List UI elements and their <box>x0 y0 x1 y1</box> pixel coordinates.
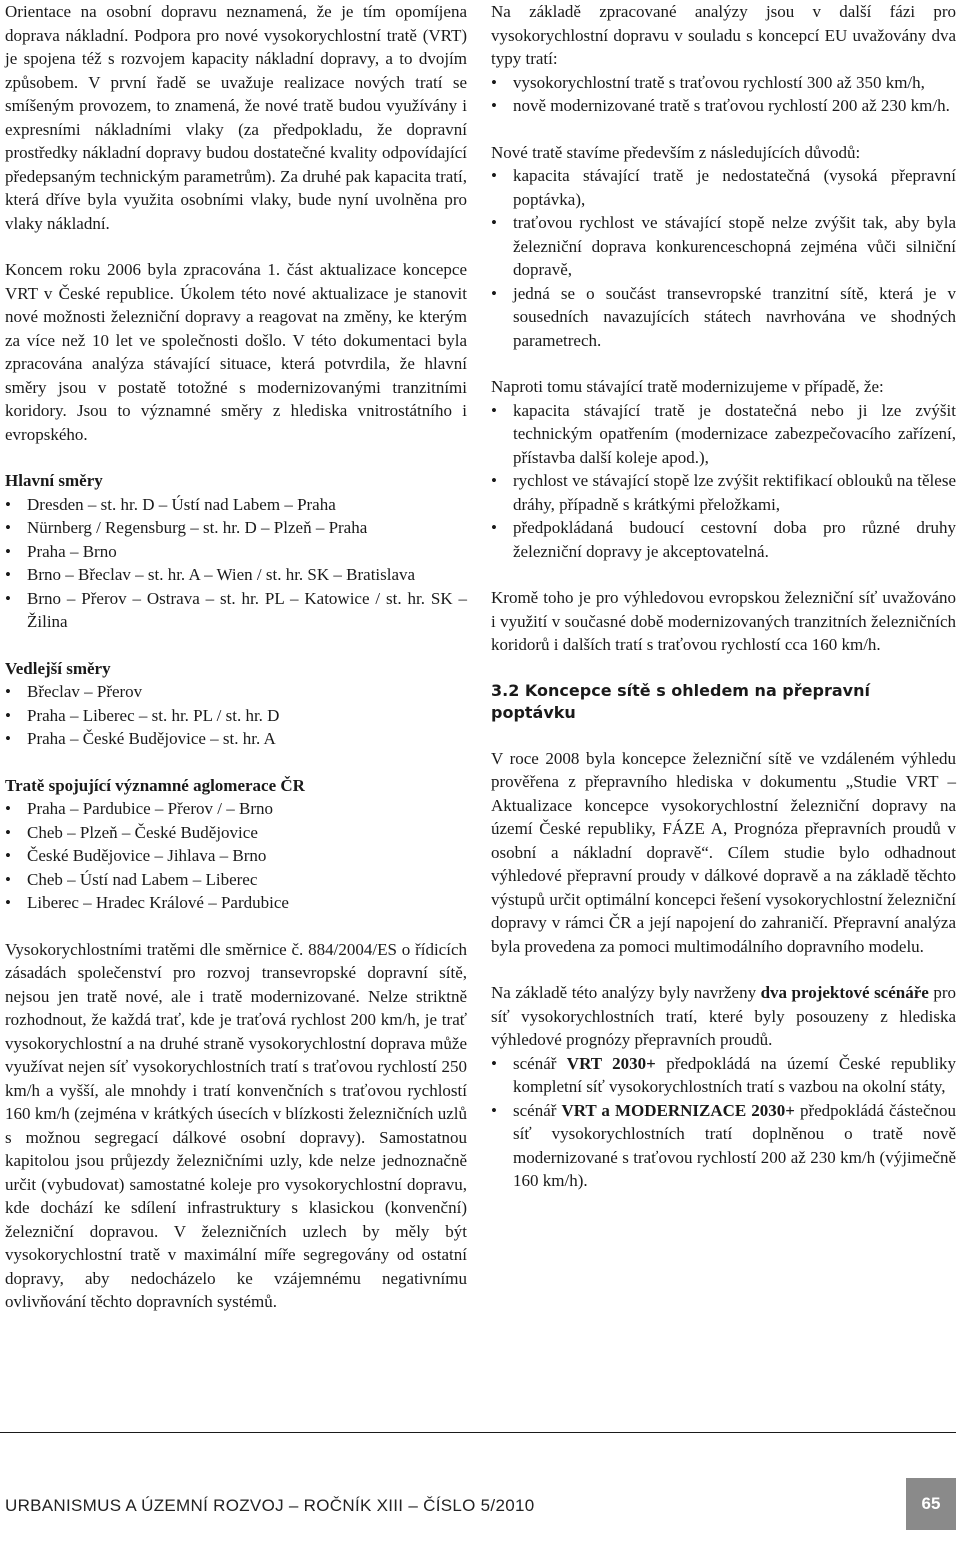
list-item: • České Budějovice – Jihlava – Brno <box>5 844 467 868</box>
nove-trate-list <box>491 164 956 352</box>
list-item: • Praha – Liberec – st. hr. PL / st. hr. D <box>5 704 467 728</box>
list-item: • kapacita stávající tratě je nedostatečná (vysoká přepravní poptávka), <box>491 164 956 211</box>
list-item: • scénář VRT 2030+ předpokládá na území České republiky kompletní síť vysokorychlostních tratí s vazbou na okolní státy, <box>491 1052 956 1099</box>
footer-divider <box>0 1432 956 1433</box>
list-item: • Brno – Přerov – Ostrava – st. hr. PL – Katowice / st. hr. SK – Žilina <box>5 587 467 634</box>
list-item: • Praha – Pardubice – Přerov / – Brno <box>5 797 467 821</box>
analyza-intro: Na základě zpracované analýzy jsou v další fázi pro vysokorychlostní dopravu v souladu s koncepcí EU uvažovány dva typy tratí: <box>491 2 956 68</box>
list-item: • scénář VRT a MODERNIZACE 2030+ předpokládá částečnou síť vysokorychlostních tratí doplněnou o tratě nově modernizované s traťovou rychlostí 200 až 230 km/h (výjimečně 160 km/h). <box>491 1099 956 1193</box>
list-item: • Nürnberg / Regensburg – st. hr. D – Plzeň – Praha <box>5 516 467 540</box>
koncem-paragraph: Koncem roku 2006 byla zpracována 1. část aktualizace koncepce VRT v České republice. Úkolem této nové aktualizace je stanovit nové možnosti železniční dopravy a reagovat na změny, ke kterým za více než 10 let ve společnosti došlo. V této dokumentaci byla zpracována analýza stávající situace, která potvrdila, že hlavní směry jsou v postatě totožné s modernizovanými tranzitními koridory. Jsou to významné směry z hlediska vnitrostátního i evropského. <box>5 260 467 444</box>
list-item: • vysokorychlostní tratě s traťovou rychlostí 300 až 350 km/h, <box>491 71 956 95</box>
section-heading: 3.2 Koncepce sítě s ohledem na přepravní poptávku <box>491 680 870 722</box>
list-item: • Praha – České Budějovice – st. hr. A <box>5 727 467 751</box>
roce-paragraph: V roce 2008 byla koncepce železniční sítě ve vzdáleném výhledu prověřena z přepravního hlediska v dokumentu „Studie VRT – Aktualizace koncepce vysokorychlostní železniční dopravy na území České republiky, FÁZE A, Prognóza přepravních proudů v osobní a nákladní dopravě“. Cílem studie bylo odhadnout výhledové přepravní proudy v dálkové dopravě a na základě těchto výstupů určit optimální koncepci řešení vysokorychlostní železniční dopravy v rámci ČR a její napojení do zahraničí. Přepravní analýza byla provedena za pomoci multimodálního dopravního modelu. <box>491 748 956 956</box>
publication-footer: URBANISMUS A ÚZEMNÍ ROZVOJ – ROČNÍK XIII – ČÍSLO 5/2010 <box>5 1496 535 1515</box>
left-column <box>5 0 467 1314</box>
list-item: • Dresden – st. hr. D – Ústí nad Labem – Praha <box>5 493 467 517</box>
scenario-name: VRT a MODERNIZACE 2030+ <box>561 1100 795 1120</box>
scenare-emphasis: dva projektové scénáře <box>760 983 929 1002</box>
zaklade-paragraph: Na základě této analýzy byly navrženy dva projektové scénáře pro síť vysokorychlostních tratí, které byly posouzeny z hlediska výhledové prognózy přepravních proudů. <box>491 983 956 1049</box>
scenare-list <box>491 1052 956 1193</box>
scenario-name: VRT 2030+ <box>566 1053 656 1073</box>
naproti-intro: Naproti tomu stávající tratě modernizujeme v případě, že: <box>491 377 884 396</box>
nove-trate-intro: Nové tratě stavíme především z následujících důvodů: <box>491 142 861 162</box>
vedlejsi-smery-list <box>5 680 467 751</box>
naproti-list <box>491 399 956 564</box>
list-item: • Cheb – Ústí nad Labem – Liberec <box>5 868 467 892</box>
list-item: • Liberec – Hradec Králové – Pardubice <box>5 891 467 915</box>
list-item: • Cheb – Plzeň – České Budějovice <box>5 821 467 845</box>
list-item: • Brno – Břeclav – st. hr. A – Wien / st. hr. SK – Bratislava <box>5 563 467 587</box>
list-item: • traťovou rychlost ve stávající stopě nelze zvýšit tak, aby byla železniční doprava konkurenceschopná zejména vůči silniční dopravě, <box>491 211 956 282</box>
hlavni-smery-heading: Hlavní směry <box>5 471 103 490</box>
list-item: • nově modernizované tratě s traťovou rychlostí 200 až 230 km/h. <box>491 94 956 118</box>
list-item: • rychlost ve stávající stopě lze zvýšit rektifikací oblouků na tělese dráhy, případně s krátkými přeložkami, <box>491 469 956 516</box>
analyza-list <box>491 71 956 118</box>
vedlejsi-smery-heading: Vedlejší směry <box>5 658 111 678</box>
list-item: • kapacita stávající tratě je dostatečná nebo ji lze zvýšit technickým opatřením (modernizace zabezpečovacího zařízení, přístavba další koleje apod.), <box>491 399 956 470</box>
hlavni-smery-list <box>5 493 467 634</box>
right-column <box>491 0 956 1193</box>
list-item: • předpokládaná budoucí cestovní doba pro různé druhy železniční dopravy je akceptovatelná. <box>491 516 956 563</box>
intro-paragraph: Orientace na osobní dopravu neznamená, že je tím opomíjena doprava nákladní. Podpora pro nové vysokorychlostní tratě (VRT) je spojena též s rozvojem kapacity nákladní dopravy, a to dvojím způsobem. V první řadě se uvažuje realizace nových tratí se smíšeným provozem, to znamená, že nové tratě budou využívány i expresními nákladními vlaky (za předpokladu, že dopravní prostředky nákladní dopravy budou dostatečné kvality odpovídající předepsaným technickým parametrům). Za druhé pak kapacita tratí, která dříve byla využita osobními vlaky, bude nyní uvolněna pro vlaky nákladní. <box>5 2 467 233</box>
krome-paragraph: Kromě toho je pro výhledovou evropskou železniční síť uvažováno i využití v současné době modernizovaných tranzitních železničních koridorů i dalších tratí s traťovou rychlostí cca 160 km/h. <box>491 588 956 654</box>
list-item: • Praha – Brno <box>5 540 467 564</box>
vysokorychlostnimi-paragraph: Vysokorychlostními tratěmi dle směrnice č. 884/2004/ES o řídicích zásadách společenství pro rozvoj transevropské dopravní sítě, nejsou jen tratě nové, ale i tratě modernizované. Nelze striktně rozhodnout, že každá trať, kde je traťová rychlost 200 km/h, je trať vysokorychlostní a na druhé straně vysokorychlostní doprava může využívat nejen síť vysokorychlostních tratí s traťovou rychlostí 250 km/h a vyšší, ale mnohdy i tratí konvenčních s traťovou rychlostí 160 km/h (zejména v krátkých úsecích v blízkosti železničních uzlů s možnou segregací dálkové osobní dopravy). Samostatnou kapitolou jsou průjezdy železničními uzly, kde nelze jednoznačně určit (vybudovat) samostatné koleje pro vysokorychlostní dopravu, kde dochází ke sdílení infrastruktury s klasickou (konvenční) železniční dopravou. V železničních uzlech by měly být vysokorychlostní tratě v maximální míře segregovány od ostatní dopravy, aby nedocházelo ke vzájemnému negativnímu ovlivňování těchto dopravních systémů. <box>5 939 467 1311</box>
list-item: • jedná se o součást transevropské tranzitní sítě, která je v sousedních navazujících státech navrhována ve shodných parametrech. <box>491 282 956 353</box>
list-item: • Břeclav – Přerov <box>5 680 467 704</box>
trate-aglomerace-list <box>5 797 467 915</box>
page-number: 65 <box>906 1478 956 1530</box>
trate-aglomerace-heading: Tratě spojující významné aglomerace ČR <box>5 775 305 795</box>
